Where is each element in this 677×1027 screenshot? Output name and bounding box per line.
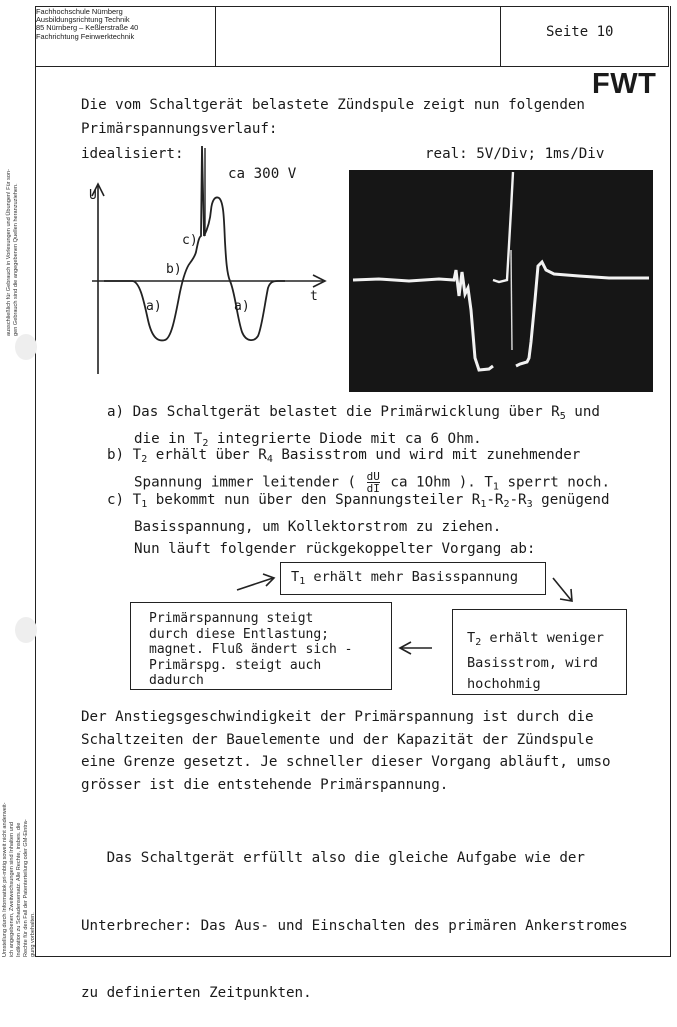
institution-line: Ausbildungsrichtung Technik <box>36 15 130 25</box>
intro-line-2: Primärspannungsverlauf: <box>81 121 278 137</box>
fwt-logo: FWT <box>592 68 657 100</box>
side-note-line: gung vorbehalten. <box>30 912 36 957</box>
trace-right <box>516 262 649 366</box>
t-axis-label: t <box>310 289 318 304</box>
item-subscript: 2 <box>503 499 510 510</box>
paragraph-line: zu definierten Zeitpunkten. <box>81 985 312 1001</box>
label-a-right: a) <box>234 299 250 314</box>
trace-spike <box>493 172 513 282</box>
label-c: c) <box>182 233 198 248</box>
item-subscript: 1 <box>141 499 148 510</box>
cycle-text: Basisstrom, wird <box>467 655 598 671</box>
cycle-text: hochohmig <box>467 676 541 692</box>
label-b: b) <box>166 262 182 277</box>
item-text: genügend <box>532 492 610 508</box>
side-note-bottom <box>2 802 37 957</box>
item-text: erhält über R <box>147 447 267 463</box>
punch-hole <box>15 334 37 360</box>
paragraph-line: Unterbrecher: Das Aus- und Einschalten des primären Ankerstromes <box>81 917 628 934</box>
item-text: Nun läuft folgender rückgekoppelter Vorgang ab: <box>134 541 536 557</box>
item-marker: a) <box>107 404 125 420</box>
paragraph-line: eine Grenze gesetzt. Je schneller dieser Vorgang abläuft, umso <box>81 754 611 770</box>
cycle-text: T <box>291 569 300 585</box>
item-text: Das Schaltgerät belastet die Primärwicklung über R <box>132 404 560 420</box>
side-note-line: ausschließlich für Gebrauch in Vorlesungen und Übungen! Für son- <box>6 169 12 336</box>
paragraph-line: Der Anstiegsgeschwindigkeit der Primärspannung ist durch die <box>81 709 594 725</box>
institution-block <box>36 8 138 41</box>
cycle-text: durch diese Entlastung; <box>149 626 330 642</box>
item-subscript: 2 <box>141 454 148 465</box>
item-marker: c) <box>107 492 125 508</box>
list-item-c <box>107 489 610 560</box>
side-note-line: gen Gebrauch sind die angegebenen Quellen heranzuziehen. <box>13 183 19 336</box>
trace-left <box>353 270 493 370</box>
item-subscript: 1 <box>480 499 487 510</box>
cycle-text: T <box>467 630 476 646</box>
item-text: T <box>132 447 142 463</box>
paragraph-line: Schaltzeiten der Bauelemente und der Kapazität der Zündspule <box>81 731 594 748</box>
cycle-arrows <box>225 560 585 660</box>
cycle-text: dadurch <box>149 673 204 688</box>
item-subscript: 2 <box>202 438 209 449</box>
side-note-line: Indikation zu Schadensersatz. Alle Rechte, insbes. die <box>16 822 22 957</box>
punch-hole <box>15 617 37 643</box>
item-text: ca 1Ohm ). T <box>381 474 493 491</box>
oscilloscope-trace <box>349 170 653 392</box>
cycle-text: erhält weniger <box>481 630 604 646</box>
fraction-numerator: dU <box>366 470 380 483</box>
item-text: -R <box>486 492 504 508</box>
u-axis-label: U <box>89 188 97 203</box>
item-text: Spannung immer leitender ( <box>134 474 365 491</box>
side-note-line: ich angegebenen, Zweitwechsungen sind Inhalten und <box>9 822 15 957</box>
cycle-text: magnet. Fluß ändert sich - <box>149 642 353 657</box>
side-note-line: Umstellung durch Informatiok pri-mbtig soweit nicht anderweit- <box>2 802 8 957</box>
fraction-denominator: dI <box>366 482 380 495</box>
real-label: real: 5V/Div; 1ms/Div <box>425 146 605 162</box>
item-text: die in T <box>134 431 203 447</box>
paragraph-line: grösser ist die entstehende Primärspannung. <box>81 776 449 793</box>
arrow-to-right-icon <box>553 578 571 600</box>
item-text: und <box>565 404 600 420</box>
item-text: bekommt nun über den Spannungsteiler R <box>147 492 481 508</box>
item-text: Basisspannung, um Kollektorstrom zu ziehen. <box>134 519 502 535</box>
institution-line: 85 Nürnberg – Keßlerstraße 40 <box>36 23 139 33</box>
cycle-subscript: 2 <box>475 637 482 648</box>
side-note-top <box>6 169 20 336</box>
cycle-subscript: 1 <box>299 576 306 587</box>
trace-spike-fall <box>511 250 512 350</box>
paragraph-1 <box>81 706 611 796</box>
cycle-text: Primärspg. steigt auch <box>149 657 322 673</box>
item-text: T <box>132 492 142 508</box>
item-subscript: 3 <box>526 499 533 510</box>
item-subscript: 1 <box>492 481 499 493</box>
item-text: sperrt noch. <box>498 474 610 491</box>
item-text: integrierte Diode mit ca 6 Ohm. <box>208 431 482 447</box>
institution-line: Fachhochschule Nürnberg <box>36 7 123 16</box>
institution-line: Fachrichtung Feinwerktechnik <box>36 31 135 41</box>
peak-voltage-label: ca 300 V <box>228 166 297 182</box>
cycle-text: Primärspannung steigt <box>149 611 314 626</box>
item-marker: b) <box>107 447 125 463</box>
paragraph-2 <box>81 802 628 1027</box>
side-note-line: Rechte für den Fall der Patenterteilung oder GM-Eintra- <box>23 819 29 957</box>
item-subscript: 5 <box>559 411 566 422</box>
oscilloscope-photo <box>349 170 653 392</box>
idealized-label: idealisiert: <box>81 146 184 162</box>
page-number: Seite 10 <box>546 24 614 40</box>
header-middle-cell <box>216 7 501 66</box>
cycle-text: erhält mehr Basisspannung <box>305 569 519 585</box>
paragraph-line: Das Schaltgerät erfüllt also die gleiche Aufgabe wie der <box>81 850 585 866</box>
label-a-left: a) <box>146 299 162 314</box>
item-text: -R <box>509 492 527 508</box>
item-text: Basisstrom und wird mit zunehmender <box>272 447 581 463</box>
item-subscript: 4 <box>266 454 273 465</box>
intro-line-1: Die vom Schaltgerät belastete Zündspule zeigt nun folgenden <box>81 97 585 113</box>
idealized-waveform <box>80 142 340 377</box>
